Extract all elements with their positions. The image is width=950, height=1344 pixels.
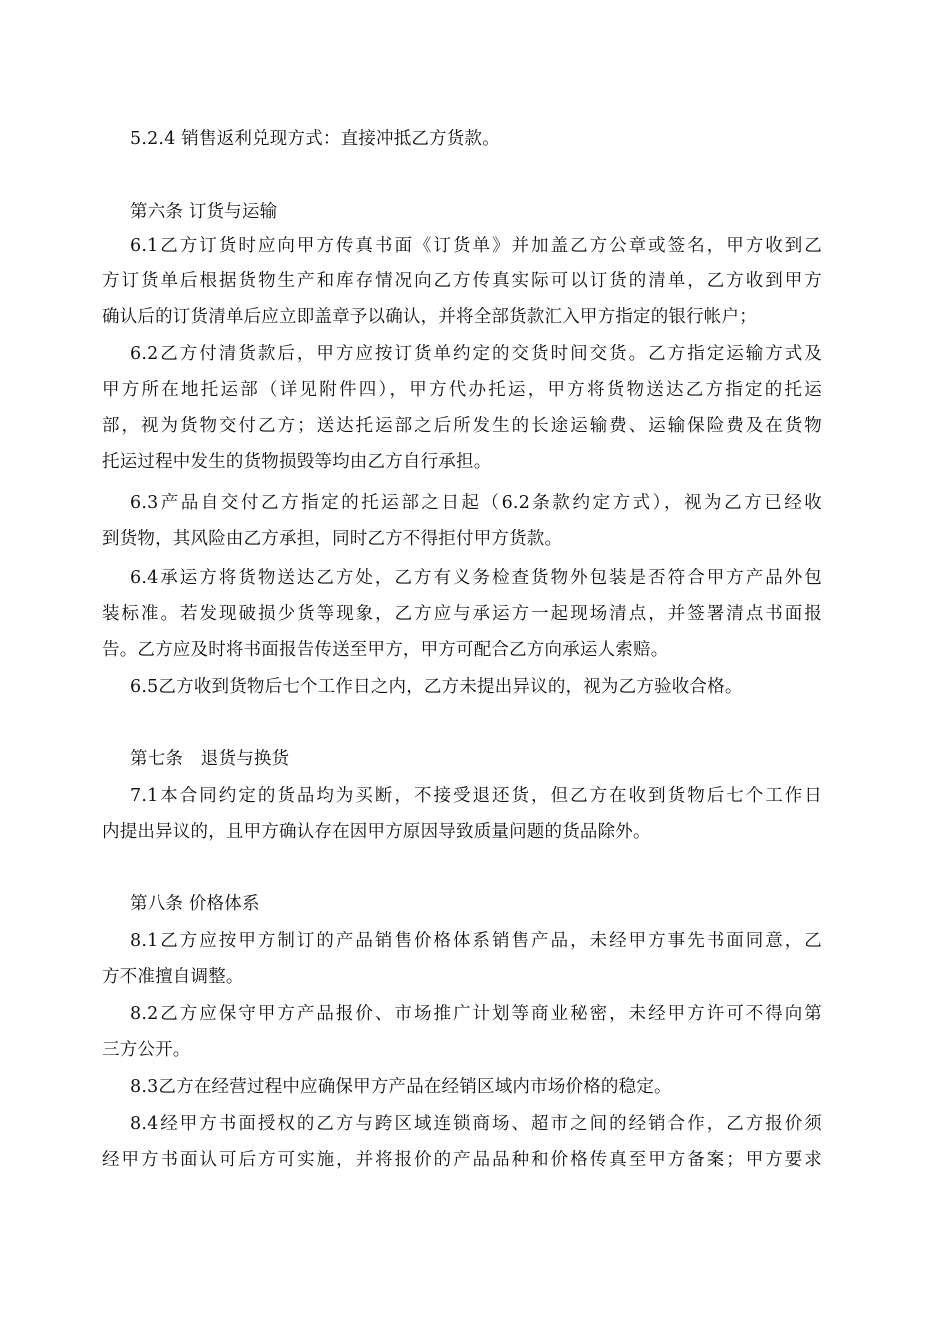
clause-6-4-line-3: 告。乙方应及时将书面报告传送至甲方，甲方可配合乙方向承运人索赔。 <box>102 640 669 660</box>
clause-6-2-line-2: 甲方所在地托运部（详见附件四），甲方代办托运，甲方将货物送达乙方指定的托运 <box>102 380 822 400</box>
clause-8-2-line-1: 8.2乙方应保守甲方产品报价、市场推广计划等商业秘密，未经甲方许可不得向第 <box>130 1004 822 1024</box>
clause-6-1-line-3: 确认后的订货清单后应立即盖章予以确认，并将全部货款汇入甲方指定的银行帐户； <box>102 307 757 327</box>
clause-5-2-4: 5.2.4 销售返利兑现方式：直接冲抵乙方货款。 <box>130 129 500 149</box>
clause-8-2-line-2: 三方公开。 <box>102 1040 191 1060</box>
clause-6-1-line-2: 方订货单后根据货物生产和库存情况向乙方传真实际可以订货的清单，乙方收到甲方 <box>102 271 822 291</box>
clause-8-4-line-1: 8.4经甲方书面授权的乙方与跨区域连锁商场、超市之间的经销合作，乙方报价须 <box>130 1114 822 1134</box>
clause-6-3-line-1: 6.3产品自交付乙方指定的托运部之日起（6.2条款约定方式），视为乙方已经收 <box>130 493 822 513</box>
article-6-heading: 第六条 订货与运输 <box>130 202 278 222</box>
clause-6-3-line-2: 到货物，其风险由乙方承担，同时乙方不得拒付甲方货款。 <box>102 529 563 549</box>
clause-6-2-line-3: 部，视为货物交付乙方；送达托运部之后所发生的长途运输费、运输保险费及在货物 <box>102 416 822 436</box>
clause-6-5-line-1: 6.5乙方收到货物后七个工作日之内，乙方未提出异议的，视为乙方验收合格。 <box>130 677 743 697</box>
clause-8-4-line-2: 经甲方书面认可后方可实施，并将报价的产品品种和价格传真至甲方备案；甲方要求 <box>102 1150 822 1170</box>
clause-6-1-line-1: 6.1乙方订货时应向甲方传真书面《订货单》并加盖乙方公章或签名，甲方收到乙 <box>130 236 822 256</box>
clause-8-1-line-1: 8.1乙方应按甲方制订的产品销售价格体系销售产品，未经甲方事先书面同意，乙 <box>130 931 822 951</box>
clause-7-1-line-2: 内提出异议的，且甲方确认存在因甲方原因导致质量问题的货品除外。 <box>102 822 651 842</box>
clause-8-1-line-2: 方不准擅自调整。 <box>102 967 244 987</box>
clause-6-4-line-1: 6.4承运方将货物送达乙方处，乙方有义务检查货物外包装是否符合甲方产品外包 <box>130 568 822 588</box>
clause-6-2-line-4: 托运过程中发生的货物损毁等均由乙方自行承担。 <box>102 452 492 472</box>
clause-8-3-line-1: 8.3乙方在经营过程中应确保甲方产品在经销区域内市场价格的稳定。 <box>130 1077 672 1097</box>
clause-6-4-line-2: 装标准。若发现破损少货等现象，乙方应与承运方一起现场清点，并签署清点书面报 <box>102 604 822 624</box>
clause-7-1-line-1: 7.1本合同约定的货品均为买断，不接受退还货，但乙方在收到货物后七个工作日 <box>130 786 822 806</box>
article-8-heading: 第八条 价格体系 <box>130 894 260 914</box>
article-7-heading: 第七条 退货与换货 <box>130 749 290 769</box>
clause-6-2-line-1: 6.2乙方付清货款后，甲方应按订货单约定的交货时间交货。乙方指定运输方式及 <box>130 344 822 364</box>
